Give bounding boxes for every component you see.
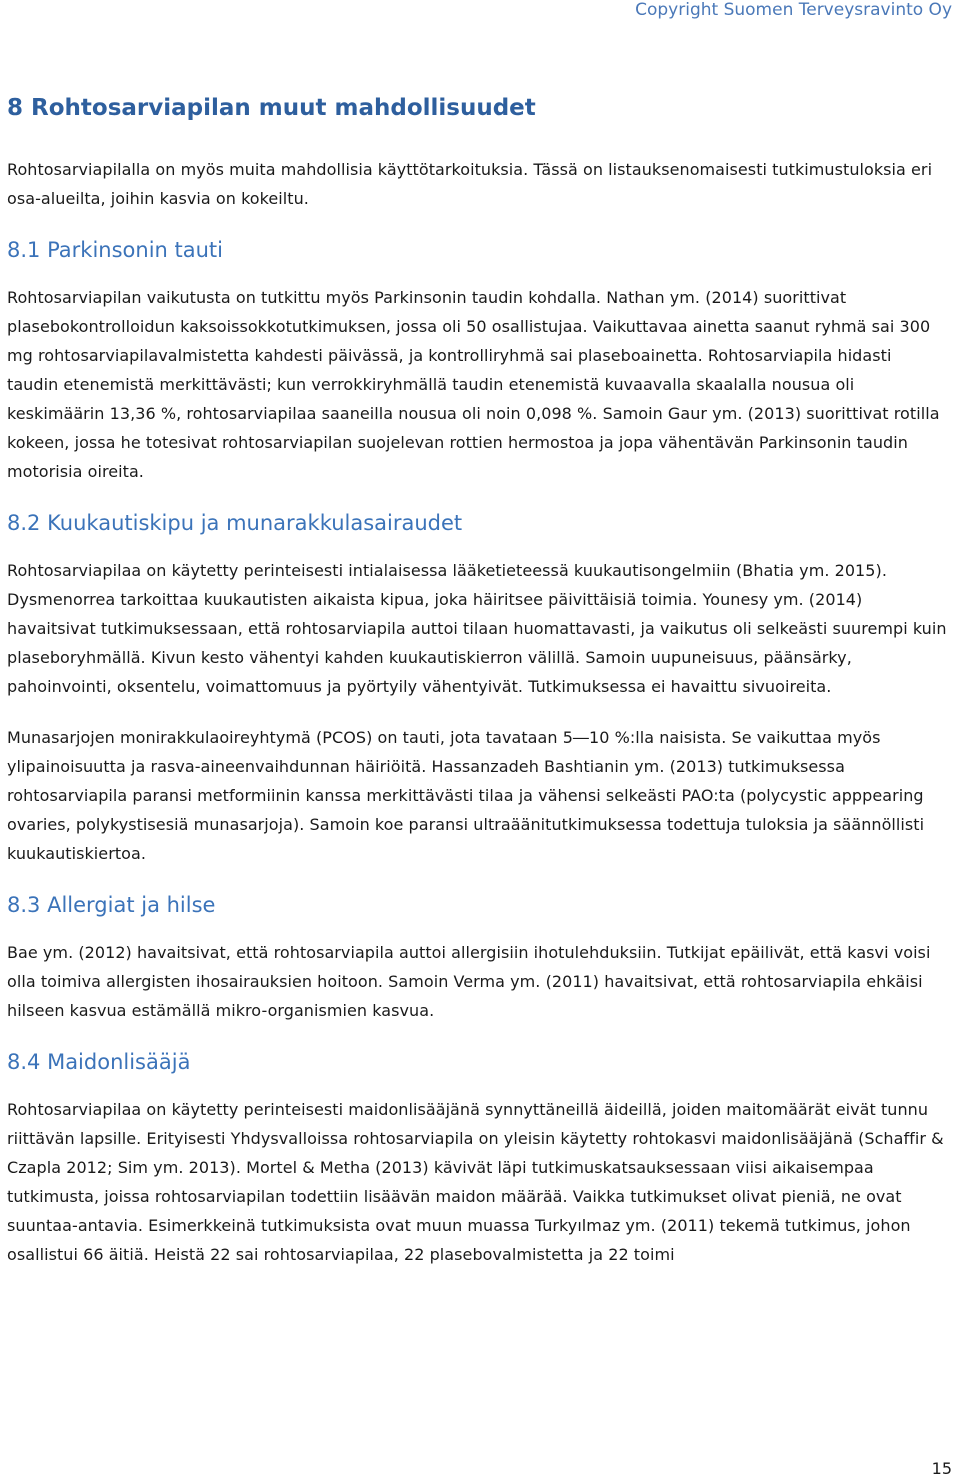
section-title: 8.4 Maidonlisääjä — [7, 1050, 191, 1074]
page-number: 15 — [931, 1459, 952, 1478]
section-menstrual — [7, 508, 947, 868]
paragraph: Munasarjojen monirakkulaoireyhtymä (PCOS) on tauti, jota tavataan 5―10 %:lla naisista. Se vaikuttaa myös ylipainoisuutta ja rasva-aineenvaihdunnan häiriöitä. Hassanzadeh Bashtianin ym. (2013) tutkimuksessa rohtosarviapila paransi metformiinin kanssa merkittävästi tilaa ja vähensi selkeästi PAO:ta (polycystic apppearing ovaries, polykystisesiä munasarjoja). Samoin koe paransi ultraäänitutkimuksessa todettuja tuloksia ja säännöllisti kuukautiskiertoa. — [7, 728, 925, 863]
paragraph: Rohtosarviapilan vaikutusta on tutkittu myös Parkinsonin taudin kohdalla. Nathan ym. (2014) suorittivat plasebokontrolloidun kaksoissokkotutkimuksen, jossa oli 50 osallistujaa. Vaikuttavaa ainetta saanut ryhmä sai 300 mg rohtosarviapilavalmistetta kahdesti päivässä, ja kontrolliryhmä sai plaseboainetta. Rohtosarviapila hidasti taudin etenemistä merkittävästi; kun verrokkiryhmällä taudin etenemistä kuvaavalla skaalalla nousua oli keskimäärin 13,36 %, rohtosarviapilaa saaneilla nousua oli noin 0,098 %. Samoin Gaur ym. (2013) suorittivat rotilla kokeen, jossa he totesivat rohtosarviapilan suojelevan rottien hermostoa ja jopa vähentävän Parkinsonin taudin motorisia oireita. — [7, 288, 940, 481]
chapter-title: 8 Rohtosarviapilan muut mahdollisuudet — [7, 95, 536, 121]
section-title: 8.3 Allergiat ja hilse — [7, 893, 216, 917]
section-lactation — [7, 1047, 947, 1269]
paragraph: Rohtosarviapilaa on käytetty perinteisesti intialaisessa lääketieteessä kuukautisongelmiin (Bhatia ym. 2015). Dysmenorrea tarkoittaa kuukautisten aikaista kipua, joka häiritsee päivittäisiä toimia. Younesy ym. (2014) havaitsivat tutkimuksessaan, että rohtosarviapila auttoi tilaan huomattavasti, ja vaikutus oli selkeästi suurempi kuin plaseboryhmällä. Kivun kesto vähentyi kahden kuukautiskierron välillä. Samoin uupuneisuus, päänsärky, pahoinvointi, oksentelu, voimattomuus ja pyörtyily vähentyivät. Tutkimuksessa ei havaittu sivuoireita. — [7, 561, 947, 696]
copyright-header: Copyright Suomen Terveysravinto Oy — [635, 0, 952, 20]
section-allergies — [7, 890, 947, 1025]
section-title: 8.1 Parkinsonin tauti — [7, 238, 223, 262]
paragraph: Bae ym. (2012) havaitsivat, että rohtosarviapila auttoi allergisiin ihotulehduksiin. Tutkijat epäilivät, että kasvi voisi olla toimiva allergisten ihosairauksien hoitoon. Samoin Verma ym. (2011) havaitsivat, että rohtosarviapila ehkäisi hilseen kasvua estämällä mikro-organismien kasvua. — [7, 943, 931, 1020]
paragraph: Rohtosarviapilaa on käytetty perinteisesti maidonlisääjänä synnyttäneillä äideillä, joiden maitomäärät eivät tunnu riittävän lapsille. Erityisesti Yhdysvalloissa rohtosarviapila on yleisin käytetty rohtokasvi maidonlisääjänä (Schaffir & Czapla 2012; Sim ym. 2013). Mortel & Metha (2013) kävivät läpi tutkimuskatsauksessaan viisi aikaisempaa tutkimusta, joissa rohtosarviapilan todettiin lisäävän maidon määrää. Vaikka tutkimukset olivat pieniä, ne ovat suuntaa-antavia. Esimerkkeinä tutkimuksista ovat muun muassa Turkyılmaz ym. (2011) tekemä tutkimus, johon osallistui 66 äitiä. Heistä 22 sai rohtosarviapilaa, 22 plasebovalmistetta ja 22 toimi — [7, 1100, 944, 1264]
section-title: 8.2 Kuukautiskipu ja munarakkulasairaudet — [7, 511, 463, 535]
section-parkinson — [7, 235, 947, 486]
chapter-intro: Rohtosarviapilalla on myös muita mahdollisia käyttötarkoituksia. Tässä on listauksenomaisesti tutkimustuloksia eri osa-alueilta, joihin kasvia on kokeiltu. — [7, 160, 933, 208]
document-body — [7, 92, 947, 1291]
